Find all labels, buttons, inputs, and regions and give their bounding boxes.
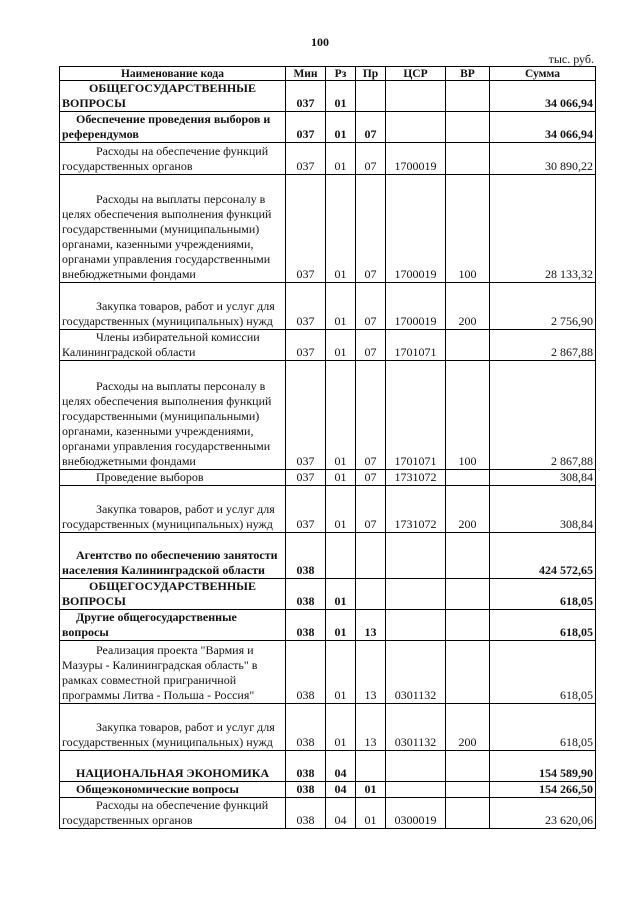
row-name-line: Калининградской области <box>62 345 196 359</box>
row-name-line: государственными (муниципальными) <box>62 222 260 236</box>
row-csr <box>386 782 446 798</box>
row-sum: 308,84 <box>490 486 596 533</box>
table-row <box>60 361 596 470</box>
row-rz: 01 <box>326 579 356 610</box>
row-sum: 618,05 <box>490 610 596 641</box>
row-sum: 23 620,06 <box>490 798 596 829</box>
row-name-line: населения Калининградской области <box>62 563 265 577</box>
row-name-line: НАЦИОНАЛЬНАЯ ЭКОНОМИКА <box>76 766 270 780</box>
row-rz: 01 <box>326 610 356 641</box>
row-name <box>60 610 286 641</box>
row-name-line: государственных (муниципальных) нужд <box>62 517 273 531</box>
row-pr: 07 <box>356 175 386 283</box>
page-number: 100 <box>311 35 329 49</box>
row-name <box>60 751 286 782</box>
row-name <box>60 533 286 579</box>
row-csr <box>386 579 446 610</box>
row-sum: 2 756,90 <box>490 283 596 330</box>
budget-table <box>59 66 596 829</box>
row-name-line: референдумов <box>62 127 139 141</box>
row-sum: 154 266,50 <box>490 782 596 798</box>
row-name <box>60 143 286 175</box>
row-name-line: органами управления государственными <box>62 439 271 453</box>
row-name <box>60 798 286 829</box>
row-name <box>60 641 286 704</box>
row-pr: 01 <box>356 798 386 829</box>
row-csr: 1701071 <box>386 330 446 361</box>
row-csr <box>386 610 446 641</box>
row-name-line: Расходы на выплаты персоналу в <box>96 192 266 206</box>
header-min: Мин <box>286 67 326 81</box>
table-row <box>60 579 596 610</box>
row-vr: 200 <box>446 486 490 533</box>
row-sum: 618,05 <box>490 579 596 610</box>
table-row <box>60 470 596 486</box>
row-rz: 01 <box>326 81 356 112</box>
row-pr <box>356 579 386 610</box>
row-name-line: ОБЩЕГОСУДАРСТВЕННЫЕ <box>89 81 256 95</box>
row-rz: 01 <box>326 641 356 704</box>
row-min: 038 <box>286 704 326 751</box>
row-rz <box>326 533 356 579</box>
row-rz: 01 <box>326 175 356 283</box>
row-name-line: Агентство по обеспечению занятости <box>76 548 278 562</box>
row-min: 038 <box>286 610 326 641</box>
row-vr <box>446 81 490 112</box>
row-rz: 04 <box>326 798 356 829</box>
row-name-line: Расходы на выплаты персоналу в <box>96 379 266 393</box>
row-csr: 0300019 <box>386 798 446 829</box>
row-name-line: вопросы <box>62 625 109 639</box>
row-min: 038 <box>286 751 326 782</box>
row-name-line: программы Литва - Польша - Россия" <box>62 688 255 702</box>
row-name <box>60 486 286 533</box>
row-name-line: рамках совместной приграничной <box>62 673 237 687</box>
header-sum: Сумма <box>490 67 596 81</box>
row-csr: 1701071 <box>386 361 446 470</box>
row-sum: 30 890,22 <box>490 143 596 175</box>
header-name: Наименование кода <box>60 67 286 81</box>
table-row <box>60 330 596 361</box>
row-sum: 154 589,90 <box>490 751 596 782</box>
table-row <box>60 283 596 330</box>
row-vr: 200 <box>446 704 490 751</box>
header-vr: ВР <box>446 67 490 81</box>
row-name-line: Общеэкономические вопросы <box>76 782 239 796</box>
row-name-line: ВОПРОСЫ <box>62 96 126 110</box>
row-sum: 424 572,65 <box>490 533 596 579</box>
row-pr: 07 <box>356 283 386 330</box>
row-name <box>60 782 286 798</box>
row-sum: 2 867,88 <box>490 361 596 470</box>
row-rz: 01 <box>326 704 356 751</box>
row-csr <box>386 112 446 143</box>
row-name <box>60 704 286 751</box>
row-min: 037 <box>286 81 326 112</box>
row-vr <box>446 112 490 143</box>
row-min: 037 <box>286 361 326 470</box>
row-pr <box>356 533 386 579</box>
row-sum: 28 133,32 <box>490 175 596 283</box>
row-vr <box>446 798 490 829</box>
row-vr <box>446 470 490 486</box>
row-min: 038 <box>286 533 326 579</box>
row-name-line: Закупка товаров, работ и услуг для <box>96 299 275 313</box>
row-min: 037 <box>286 175 326 283</box>
row-name <box>60 175 286 283</box>
row-vr <box>446 610 490 641</box>
row-rz: 01 <box>326 486 356 533</box>
row-vr: 200 <box>446 283 490 330</box>
row-csr: 1700019 <box>386 283 446 330</box>
row-vr <box>446 330 490 361</box>
row-vr <box>446 533 490 579</box>
row-pr: 07 <box>356 112 386 143</box>
row-csr: 0301132 <box>386 641 446 704</box>
row-name-line: органами, казенными учреждениями, <box>62 424 254 438</box>
row-pr <box>356 751 386 782</box>
row-name <box>60 112 286 143</box>
table-row <box>60 175 596 283</box>
row-rz: 01 <box>326 361 356 470</box>
row-rz: 04 <box>326 782 356 798</box>
table-row <box>60 81 596 112</box>
row-name <box>60 283 286 330</box>
row-name <box>60 579 286 610</box>
row-min: 037 <box>286 470 326 486</box>
row-name <box>60 361 286 470</box>
row-pr: 01 <box>356 782 386 798</box>
row-pr: 13 <box>356 610 386 641</box>
row-sum: 308,84 <box>490 470 596 486</box>
row-sum: 618,05 <box>490 704 596 751</box>
row-name-line: Мазуры - Калининградская область" в <box>62 658 258 672</box>
header-pr: Пр <box>356 67 386 81</box>
row-pr: 07 <box>356 143 386 175</box>
row-name-line: государственных органов <box>62 159 193 173</box>
row-name-line: Расходы на обеспечение функций <box>96 144 269 158</box>
row-min: 038 <box>286 641 326 704</box>
row-vr: 100 <box>446 175 490 283</box>
table-row <box>60 704 596 751</box>
header-rz: Рз <box>326 67 356 81</box>
table-row <box>60 112 596 143</box>
row-vr <box>446 143 490 175</box>
row-name-line: Закупка товаров, работ и услуг для <box>96 502 275 516</box>
row-rz: 01 <box>326 330 356 361</box>
row-pr: 07 <box>356 330 386 361</box>
row-name-line: внебюджетными фондами <box>62 267 196 281</box>
row-csr: 1731072 <box>386 486 446 533</box>
row-vr <box>446 782 490 798</box>
row-rz: 01 <box>326 470 356 486</box>
row-name-line: Обеспечение проведения выборов и <box>76 112 271 126</box>
row-rz: 04 <box>326 751 356 782</box>
row-pr: 13 <box>356 704 386 751</box>
row-csr <box>386 533 446 579</box>
table-row <box>60 533 596 579</box>
row-vr <box>446 751 490 782</box>
table-row <box>60 143 596 175</box>
row-sum: 34 066,94 <box>490 112 596 143</box>
row-name-line: Реализация проекта "Вармия и <box>96 643 254 657</box>
row-name-line: Другие общегосударственные <box>76 610 237 624</box>
table-header-row <box>60 67 596 81</box>
row-csr: 1731072 <box>386 470 446 486</box>
table-row <box>60 610 596 641</box>
table-row <box>60 782 596 798</box>
row-pr: 13 <box>356 641 386 704</box>
row-name <box>60 330 286 361</box>
table-row <box>60 751 596 782</box>
row-rz: 01 <box>326 143 356 175</box>
row-min: 037 <box>286 112 326 143</box>
row-min: 038 <box>286 798 326 829</box>
row-pr: 07 <box>356 470 386 486</box>
row-name-line: государственными (муниципальными) <box>62 409 260 423</box>
row-min: 037 <box>286 143 326 175</box>
row-min: 037 <box>286 330 326 361</box>
row-name-line: органами, казенными учреждениями, <box>62 237 254 251</box>
row-csr <box>386 751 446 782</box>
row-name-line: органами управления государственными <box>62 252 271 266</box>
row-sum: 34 066,94 <box>490 81 596 112</box>
row-pr: 07 <box>356 361 386 470</box>
row-pr: 07 <box>356 486 386 533</box>
row-name-line: ОБЩЕГОСУДАРСТВЕННЫЕ <box>89 579 256 593</box>
row-name-line: Закупка товаров, работ и услуг для <box>96 720 275 734</box>
table-row <box>60 486 596 533</box>
row-name-line: государственных (муниципальных) нужд <box>62 735 273 749</box>
row-sum: 2 867,88 <box>490 330 596 361</box>
row-csr <box>386 81 446 112</box>
row-name-line: государственных (муниципальных) нужд <box>62 314 273 328</box>
header-csr: ЦСР <box>386 67 446 81</box>
row-csr: 0301132 <box>386 704 446 751</box>
units-label: тыс. руб. <box>548 52 594 66</box>
row-min: 038 <box>286 579 326 610</box>
row-name <box>60 470 286 486</box>
row-min: 037 <box>286 283 326 330</box>
row-rz: 01 <box>326 283 356 330</box>
row-name-line: ВОПРОСЫ <box>62 594 126 608</box>
row-sum: 618,05 <box>490 641 596 704</box>
row-min: 038 <box>286 782 326 798</box>
row-vr <box>446 579 490 610</box>
row-rz: 01 <box>326 112 356 143</box>
row-name-line: государственных органов <box>62 813 193 827</box>
row-pr <box>356 81 386 112</box>
row-name-line: Члены избирательной комиссии <box>96 330 260 344</box>
row-name-line: Расходы на обеспечение функций <box>96 798 269 812</box>
row-min: 037 <box>286 486 326 533</box>
row-vr <box>446 641 490 704</box>
table-row <box>60 798 596 829</box>
row-name-line: целях обеспечения выполнения функций <box>62 394 272 408</box>
row-csr: 1700019 <box>386 175 446 283</box>
row-name-line: Проведение выборов <box>96 470 204 484</box>
row-name <box>60 81 286 112</box>
row-vr: 100 <box>446 361 490 470</box>
row-csr: 1700019 <box>386 143 446 175</box>
table-row <box>60 641 596 704</box>
row-name-line: целях обеспечения выполнения функций <box>62 207 272 221</box>
row-name-line: внебюджетными фондами <box>62 454 196 468</box>
